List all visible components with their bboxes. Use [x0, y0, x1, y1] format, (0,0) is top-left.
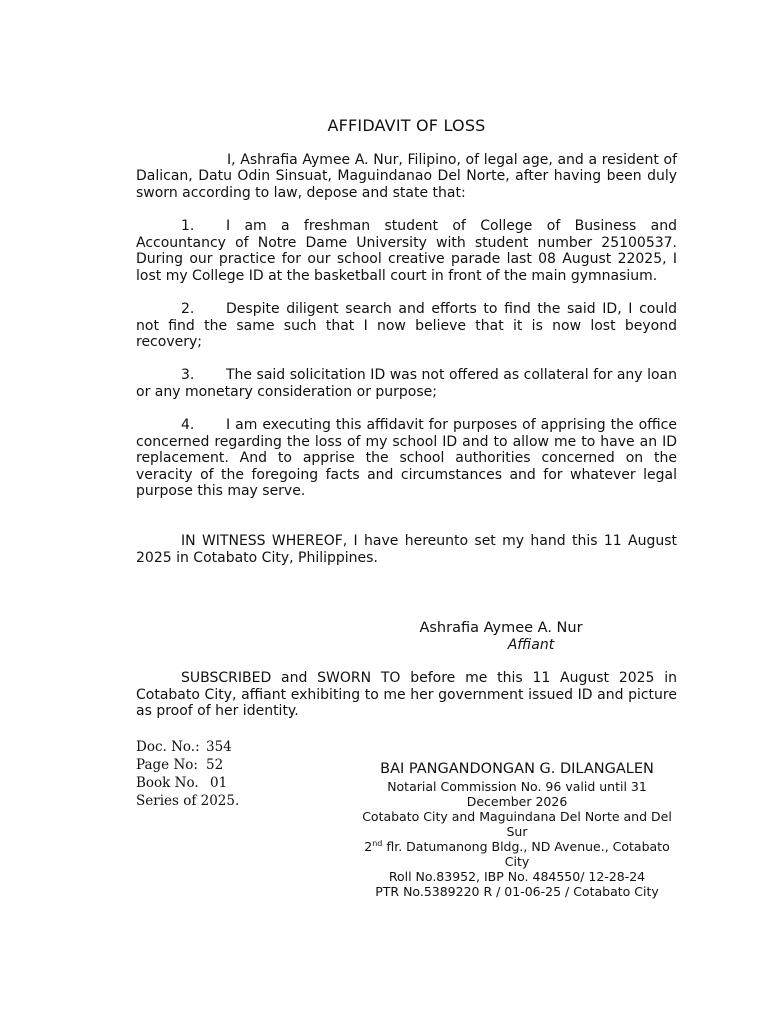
- item-text: Despite diligent search and efforts to find the said ID, I could not find the same such that I now believe that it is now lost beyond recovery;: [136, 300, 677, 351]
- notary-area: Cotabato City and Maguindana Del Norte and Del Sur: [362, 809, 672, 839]
- series-row: Series of 2025.: [136, 793, 240, 809]
- item-text: I am a freshman student of College of Business and Accountancy of Notre Dame University with student number 25100537. During our practice for our school creative parade last 08 August 22025, I lost my College ID at the basketball court in front of the main gymnasium.: [136, 217, 677, 284]
- item-text: The said solicitation ID was not offered as collateral for any loan or any monetary consideration or purpose;: [136, 367, 677, 400]
- intro-paragraph: I, Ashrafia Aymee A. Nur, Filipino, of legal age, and a resident of Dalican, Datu Odin Sinsuat, Maguindanao Del Norte, after having been duly sworn according to law, depose and state that:: [136, 151, 677, 201]
- notary-ptr: PTR No.5389220 R / 01-06-25 / Cotabato City: [375, 884, 659, 899]
- item-number: 3.: [181, 367, 195, 384]
- book-number-row: Book No. 01: [136, 775, 228, 791]
- item-text: I am executing this affidavit for purposes of apprising the office concerned regarding the loss of my school ID and to allow me to have an ID replacement. And to apprise the school authorities concerned on the veracity of the foregoing facts and circumstances and for whatever legal purpose this may serve.: [136, 417, 677, 500]
- notary-name: BAI PANGANDONGAN G. DILANGALEN: [380, 761, 654, 777]
- item-paragraph-1: [136, 218, 677, 284]
- item-number: 1.: [181, 217, 195, 234]
- witness-paragraph: IN WITNESS WHEREOF, I have hereunto set my hand this 11 August 2025 in Cotabato City, Philippines.: [136, 533, 677, 566]
- page-number-row: Page No: 52: [136, 757, 224, 773]
- affiant-role: Affiant: [507, 636, 555, 653]
- notary-commission: Notarial Commission No. 96 valid until 31 December 2026: [387, 779, 647, 809]
- item-number: 4.: [181, 417, 195, 434]
- item-paragraph-4: [136, 417, 677, 500]
- sworn-paragraph: SUBSCRIBED and SWORN TO before me this 11 August 2025 in Cotabato City, affiant exhibiting to me her government issued ID and picture as proof of her identity.: [136, 670, 677, 720]
- item-paragraph-3: [136, 367, 677, 400]
- affiant-signature-block: [415, 620, 587, 653]
- item-paragraph-2: [136, 301, 677, 351]
- affidavit-page: [136, 116, 677, 899]
- document-title: AFFIDAVIT OF LOSS: [327, 116, 486, 135]
- notary-block: [358, 760, 676, 899]
- item-number: 2.: [181, 300, 195, 317]
- notary-roll: Roll No.83952, IBP No. 484550/ 12-28-24: [388, 869, 646, 884]
- doc-number-row: Doc. No.: 354: [136, 739, 232, 755]
- doc-info-block: [136, 738, 239, 810]
- notary-address: 2nd flr. Datumanong Bldg., ND Avenue., Cotabato City: [364, 838, 670, 869]
- affiant-name: Ashrafia Aymee A. Nur: [419, 620, 583, 636]
